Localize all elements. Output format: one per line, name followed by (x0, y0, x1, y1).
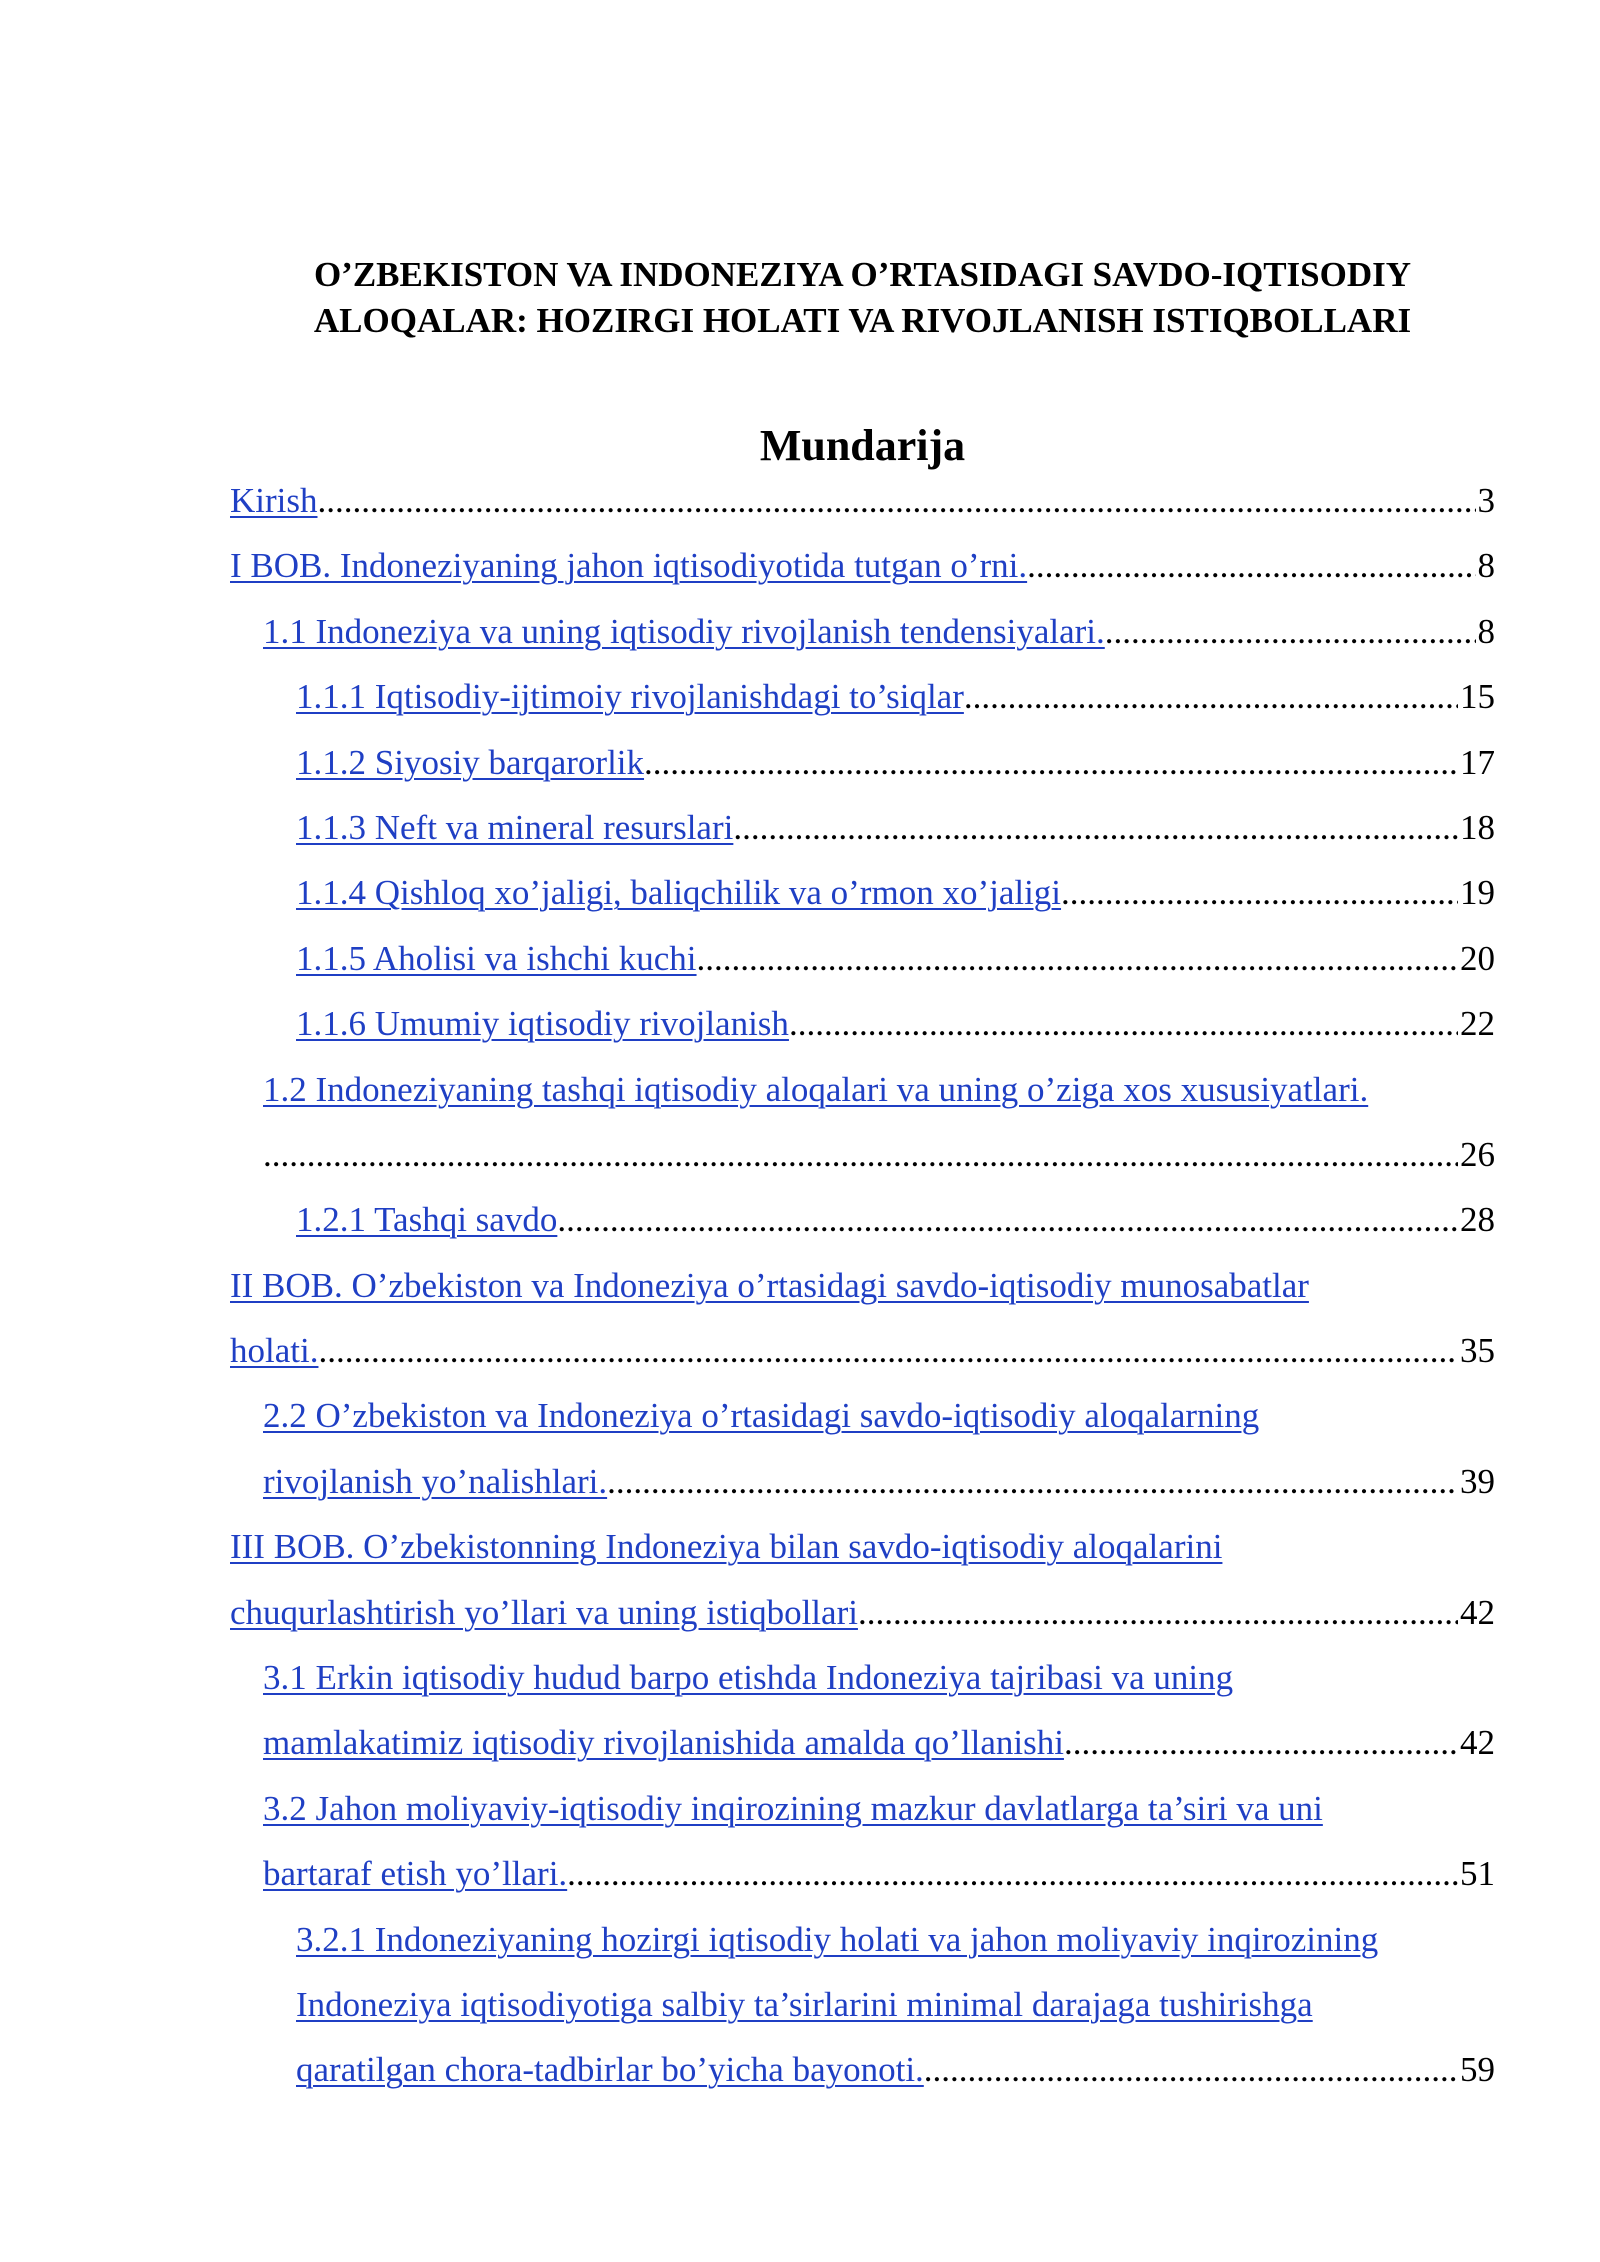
dot-leader (1027, 533, 1475, 598)
document-title-line-1: O’ZBEKISTON VA INDONEZIYA O’RTASIDAGI SAVDO-IQTISODIY (313, 255, 1412, 294)
dot-leader (557, 1187, 1458, 1252)
toc-entry-link[interactable]: Indoneziya iqtisodiyotiga salbiy ta’sirlarini minimal darajaga tushirishga (296, 1984, 1313, 2024)
dot-leader (858, 1580, 1458, 1645)
toc-entry-link[interactable]: I BOB. Indoneziyaning jahon iqtisodiyotida tutgan o’rni. (230, 546, 1028, 586)
dot-leader (567, 1841, 1458, 1906)
dot-leader (318, 1318, 1458, 1383)
dot-leader (263, 1122, 1458, 1187)
toc-entry-line (230, 1449, 1495, 1514)
toc-entry-link[interactable]: holati. (230, 1331, 319, 1371)
toc-entry-link[interactable]: Kirish (230, 481, 318, 520)
toc-page-number: 20 (1460, 938, 1495, 978)
toc-entry-line (230, 664, 1495, 729)
dot-leader (1064, 1710, 1458, 1775)
toc-entry-line (230, 1776, 1495, 1841)
toc-entry-link[interactable]: 1.1 Indoneziya va uning iqtisodiy rivojlanish tendensiyalari. (263, 611, 1105, 651)
toc-entry-link[interactable]: qaratilgan chora-tadbirlar bo’yicha bayonoti. (296, 2050, 924, 2090)
toc-page-number: 51 (1460, 1854, 1495, 1894)
toc-page-number: 35 (1460, 1331, 1495, 1371)
toc-entry-line (230, 533, 1495, 598)
dot-leader (1105, 599, 1476, 664)
toc-entry-link[interactable]: 3.2.1 Indoneziyaning hozirgi iqtisodiy holati va jahon moliyaviy inqirozining (296, 1919, 1379, 1959)
toc-entry-link[interactable]: 1.1.5 Aholisi va ishchi kuchi (296, 938, 697, 978)
toc-entry-line (230, 599, 1495, 664)
toc-entry-line (230, 730, 1495, 795)
dot-leader (644, 730, 1458, 795)
dot-leader (318, 468, 1476, 533)
toc-page-number: 59 (1460, 2050, 1495, 2090)
toc-page-number: 8 (1477, 611, 1495, 651)
toc-heading: Mundarija (759, 421, 966, 470)
toc-page-number: 28 (1460, 1200, 1495, 1240)
toc-page-number: 19 (1460, 873, 1495, 913)
toc-entry-line (230, 1710, 1495, 1775)
toc-entry-link[interactable]: mamlakatimiz iqtisodiy rivojlanishida amalda qo’llanishi (263, 1723, 1064, 1763)
toc-entry-link[interactable]: chuqurlashtirish yo’llari va uning istiqbollari (230, 1592, 858, 1632)
toc-page-number: 8 (1477, 546, 1495, 586)
toc-entry-line (230, 468, 1495, 533)
toc-entry-line (230, 1580, 1495, 1645)
toc-entry-line (230, 926, 1495, 991)
toc-entry-line (230, 1841, 1495, 1906)
toc-entry-line (230, 1057, 1495, 1122)
document-title-line-2: ALOQALAR: HOZIRGI HOLATI VA RIVOJLANISH ISTIQBOLLARI (313, 301, 1412, 340)
toc-entry-link[interactable]: II BOB. O’zbekiston va Indoneziya o’rtasidagi savdo-iqtisodiy munosabatlar (230, 1265, 1309, 1305)
toc-page-number: 3 (1477, 481, 1495, 520)
toc-entry-line (230, 2037, 1495, 2102)
toc-entry-link[interactable]: 3.1 Erkin iqtisodiy hudud barpo etishda Indoneziya tajribasi va uning (263, 1658, 1234, 1698)
toc-entry-link[interactable]: 1.1.4 Qishloq xo’jaligi, baliqchilik va o’rmon xo’jaligi (296, 873, 1062, 913)
toc-entry-line (230, 1187, 1495, 1252)
toc-page-number: 22 (1460, 1004, 1495, 1044)
toc-page-number: 42 (1460, 1723, 1495, 1763)
toc-entry-link[interactable]: 1.1.3 Neft va mineral resurslari (296, 807, 734, 847)
toc-entry-line (230, 1253, 1495, 1318)
dot-leader (789, 991, 1458, 1056)
dot-leader (1061, 860, 1458, 925)
toc-entry-line (230, 795, 1495, 860)
toc-page-number: 42 (1460, 1592, 1495, 1632)
toc-page-number: 26 (1460, 1134, 1495, 1174)
toc-entry-link[interactable]: 1.1.1 Iqtisodiy-ijtimoiy rivojlanishdagi to’siqlar (296, 677, 964, 717)
dot-leader (697, 926, 1458, 991)
toc-entry-line (230, 991, 1495, 1056)
toc-entry-link[interactable]: rivojlanish yo’nalishlari. (263, 1461, 608, 1501)
dot-leader (964, 664, 1458, 729)
toc-entry-link[interactable]: 1.2.1 Tashqi savdo (296, 1200, 558, 1240)
toc-entry-line (230, 1972, 1495, 2037)
toc-page-number: 18 (1460, 807, 1495, 847)
dot-leader (924, 2037, 1458, 2102)
toc-entry-link[interactable]: 1.1.2 Siyosiy barqarorlik (296, 742, 645, 782)
dot-leader (733, 795, 1458, 860)
toc-entry-link[interactable]: bartaraf etish yo’llari. (263, 1854, 568, 1894)
toc-entry-line (230, 1645, 1495, 1710)
toc-entry-link[interactable]: III BOB. O’zbekistonning Indoneziya bilan savdo-iqtisodiy aloqalarini (230, 1527, 1223, 1567)
document-title (230, 252, 1495, 344)
toc-page-number: 15 (1460, 677, 1495, 717)
toc-entry-line (230, 1907, 1495, 1972)
toc-entry-line (230, 1383, 1495, 1448)
dot-leader (607, 1449, 1458, 1514)
toc-entry-link[interactable]: 1.1.6 Umumiy iqtisodiy rivojlanish (296, 1004, 789, 1044)
toc-entry-line (230, 1122, 1495, 1187)
toc-page-number: 39 (1460, 1461, 1495, 1501)
toc-entry-link[interactable]: 2.2 O’zbekiston va Indoneziya o’rtasidagi savdo-iqtisodiy aloqalarning (263, 1396, 1260, 1436)
toc-entry-link[interactable]: 1.2 Indoneziyaning tashqi iqtisodiy aloqalari va uning o’ziga xos xususiyatlari. (263, 1069, 1369, 1109)
toc-page-number: 17 (1460, 742, 1495, 782)
table-of-contents (230, 468, 1495, 2103)
toc-entry-line (230, 860, 1495, 925)
toc-entry-line (230, 1514, 1495, 1579)
toc-entry-link[interactable]: 3.2 Jahon moliyaviy-iqtisodiy inqirozining mazkur davlatlarga ta’siri va uni (263, 1788, 1323, 1828)
toc-entry-line (230, 1318, 1495, 1383)
